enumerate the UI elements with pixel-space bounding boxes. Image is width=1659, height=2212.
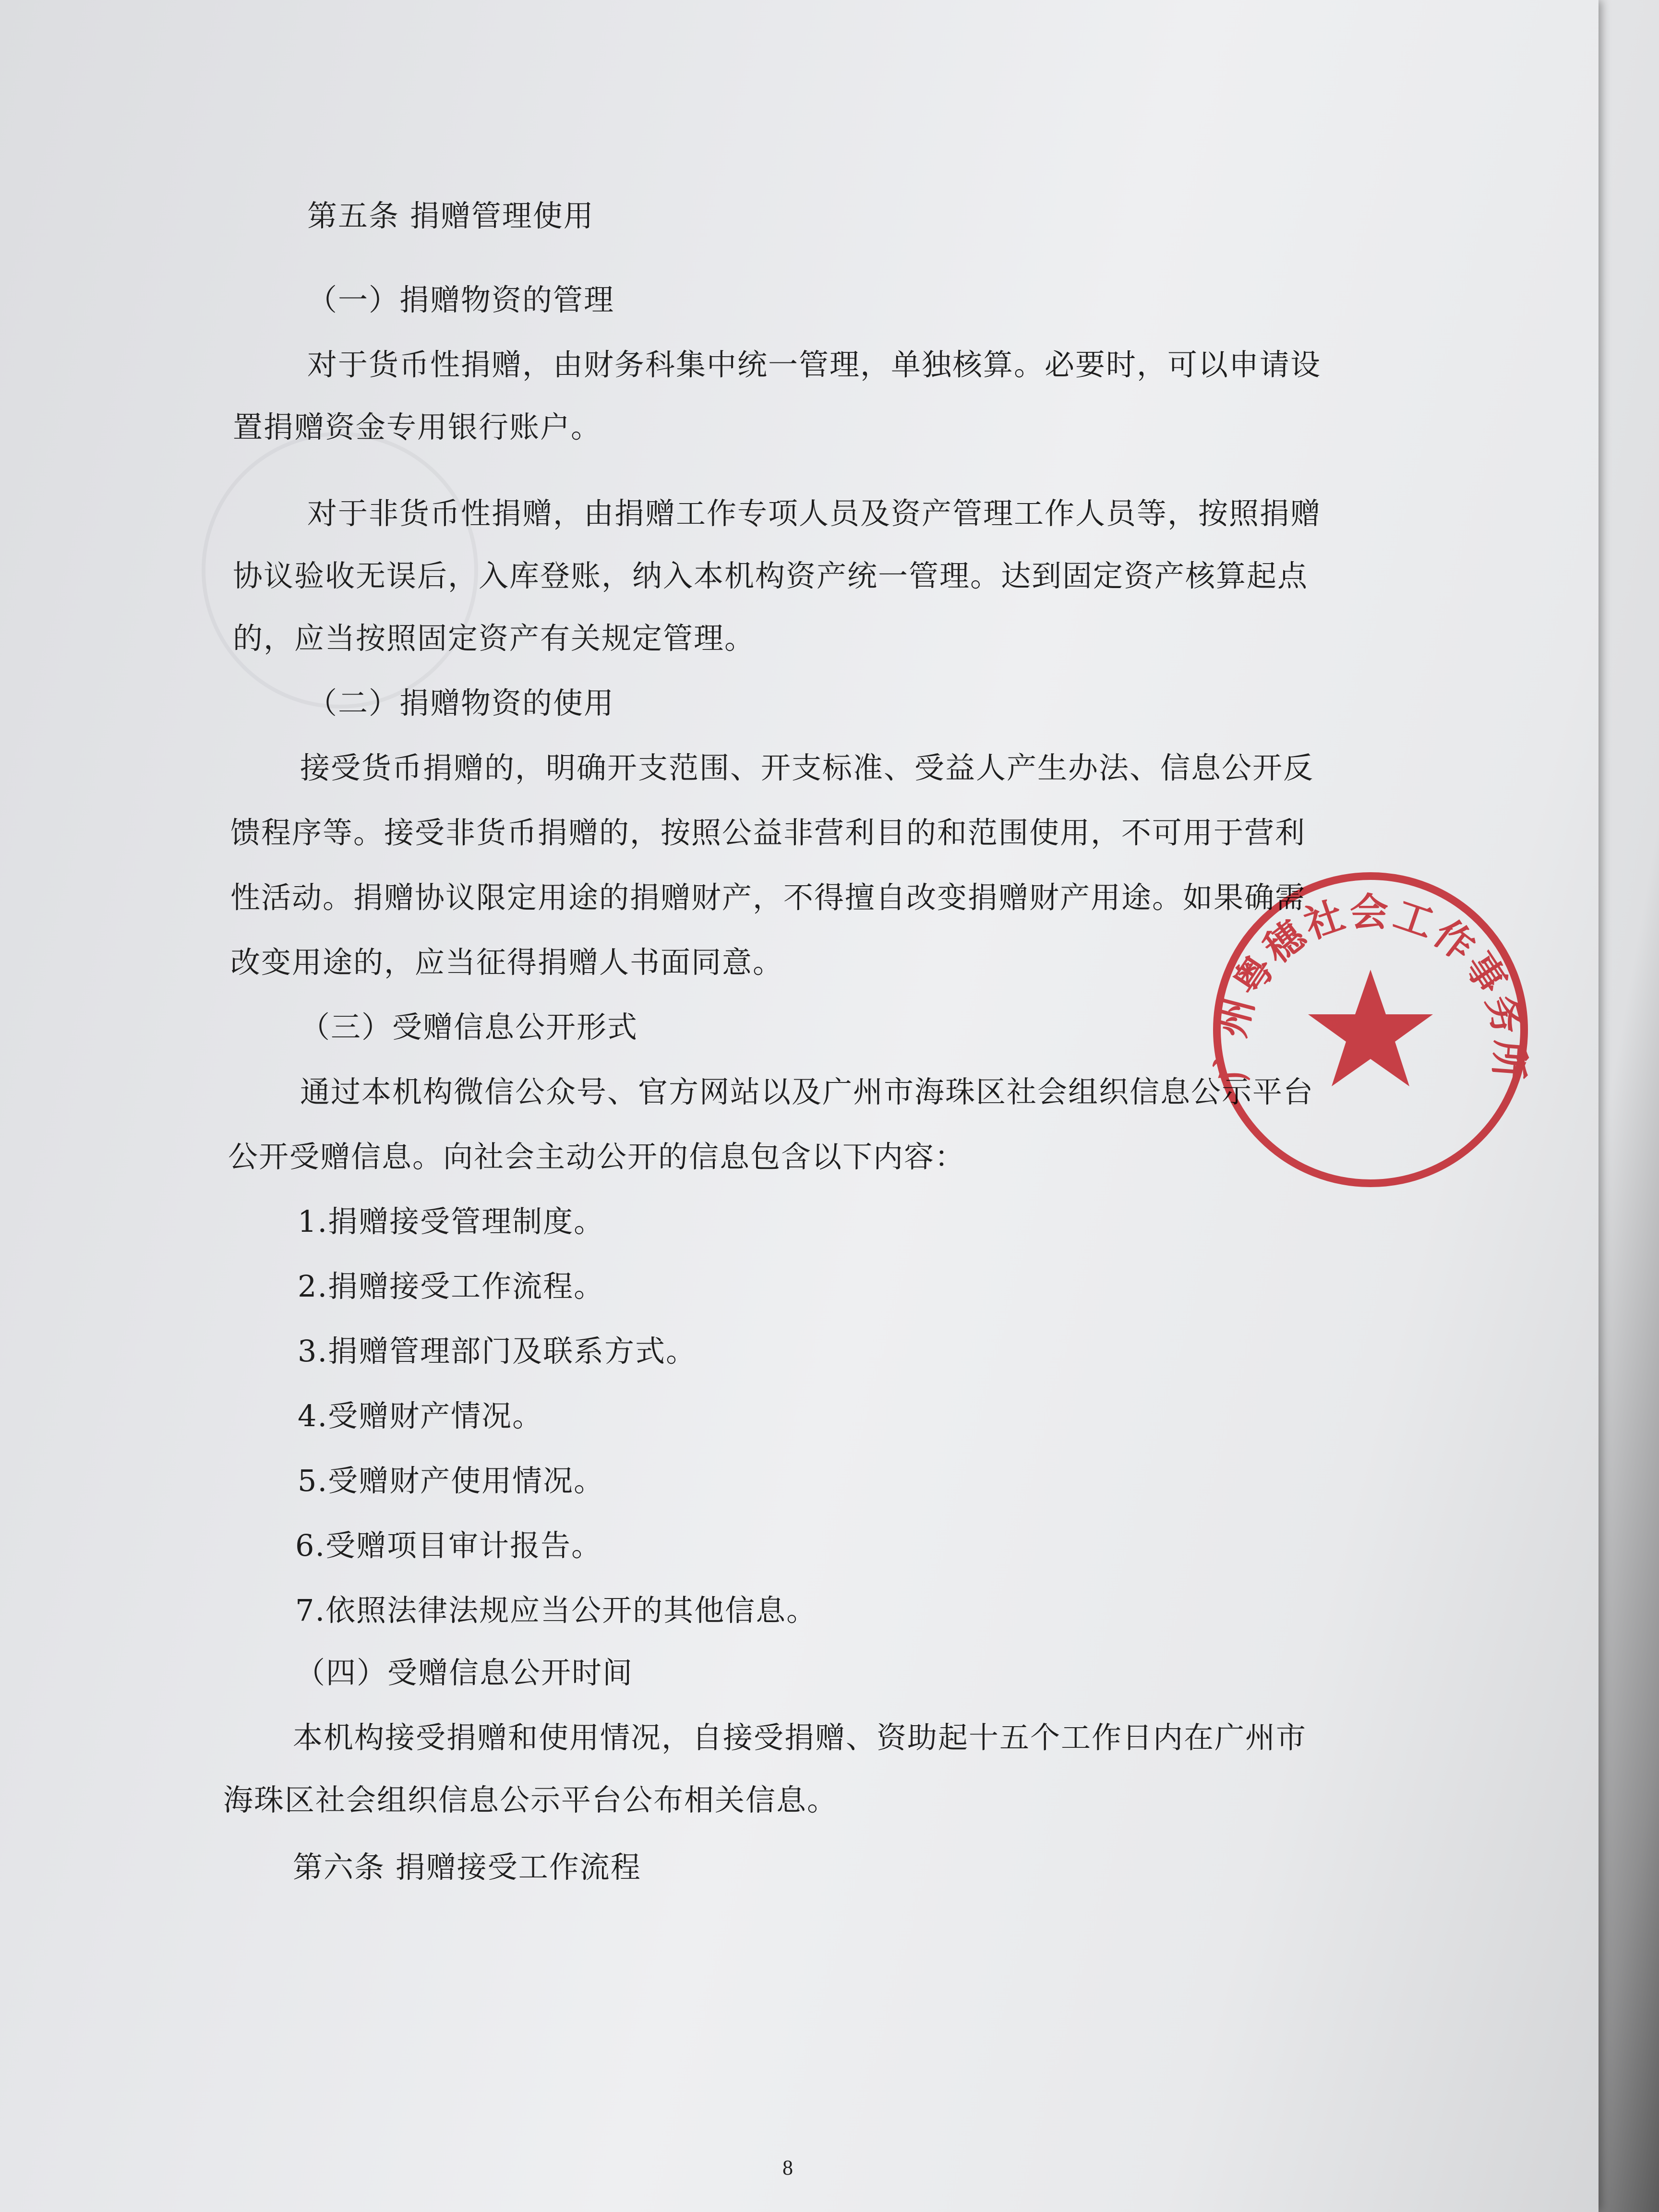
paragraph-line: 接受货币捐赠的，明确开支范围、开支标准、受益人产生办法、信息公开反: [300, 750, 1314, 785]
section-1-heading: （一）捐赠物资的管理: [307, 282, 615, 317]
paragraph-line: 置捐赠资金专用银行账户。: [233, 409, 602, 445]
page-number: 8: [782, 2156, 793, 2179]
paragraph-line: 协议验收无误后，入库登账，纳入本机构资产统一管理。达到固定资产核算起点: [233, 558, 1309, 593]
list-item: 3.捐赠管理部门及联系方式。: [298, 1334, 697, 1369]
paragraph-line: 馈程序等。接受非货币捐赠的，按照公益非营利目的和范围使用，不可用于营利: [230, 815, 1306, 850]
paragraph-line: 本机构接受捐赠和使用情况，自接受捐赠、资助起十五个工作日内在广州市: [293, 1720, 1307, 1755]
paragraph-line: 海珠区社会组织信息公示平台公布相关信息。: [223, 1782, 838, 1817]
organization-seal: [1202, 862, 1539, 1198]
section-2-heading: （二）捐赠物资的使用: [307, 685, 615, 721]
paragraph-line: 公开受赠信息。向社会主动公开的信息包含以下内容：: [228, 1139, 966, 1174]
list-item: 5.受赠财产使用情况。: [298, 1463, 605, 1498]
paragraph-line: 改变用途的，应当征得捐赠人书面同意。: [230, 945, 784, 980]
article-6-heading: 第六条 捐赠接受工作流程: [293, 1850, 641, 1885]
list-item: 4.受赠财产情况。: [298, 1398, 543, 1433]
article-5-heading: 第五条 捐赠管理使用: [307, 198, 594, 233]
section-3-heading: （三）受赠信息公开形式: [300, 1010, 638, 1045]
seal-text: 广州粤穗社会工作事务所: [1208, 890, 1533, 1083]
paragraph-line: 性活动。捐赠协议限定用途的捐赠财产，不得擅自改变捐赠财产用途。如果确需: [230, 880, 1306, 915]
paragraph-line: 通过本机构微信公众号、官方网站以及广州市海珠区社会组织信息公示平台: [300, 1074, 1314, 1109]
section-4-heading: （四）受赠信息公开时间: [295, 1655, 634, 1690]
list-item: 7.依照法律法规应当公开的其他信息。: [295, 1593, 817, 1628]
list-item: 2.捐赠接受工作流程。: [298, 1269, 605, 1304]
list-item: 1.捐赠接受管理制度。: [298, 1204, 605, 1239]
paragraph-line: 对于非货币性捐赠，由捐赠工作专项人员及资产管理工作人员等，按照捐赠: [307, 496, 1322, 531]
star-icon: [1308, 970, 1433, 1086]
paragraph-line: 的，应当按照固定资产有关规定管理。: [233, 621, 756, 656]
list-item: 6.受赠项目审计报告。: [295, 1528, 602, 1563]
paragraph-line: 对于货币性捐赠，由财务科集中统一管理，单独核算。必要时，可以申请设: [307, 347, 1322, 382]
